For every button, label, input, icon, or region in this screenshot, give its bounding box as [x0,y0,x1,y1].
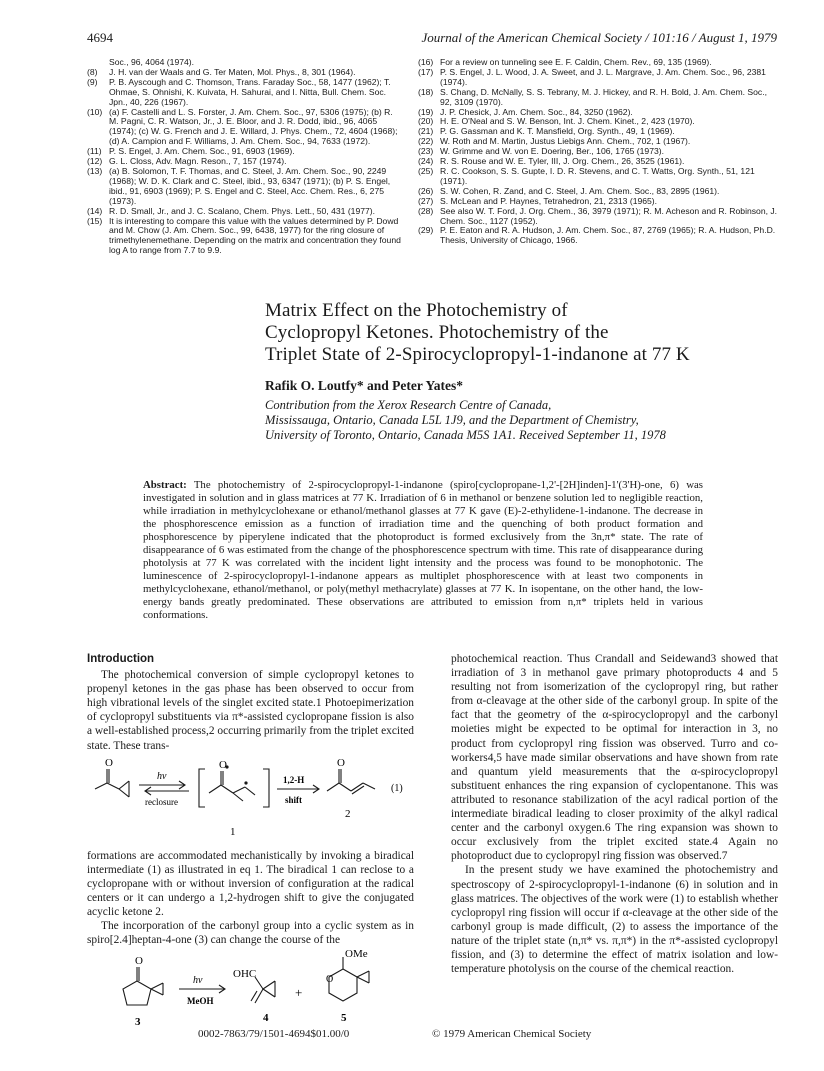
reference-text: For a review on tunneling see E. F. Caldin, Chem. Rev., 69, 135 (1969). [440,57,712,67]
reference-number: (28) [418,205,434,216]
equation-number: (1) [391,782,403,794]
title-line: Triplet State of 2-Spirocyclopropyl-1-indanone at 77 K [265,344,690,365]
reference-number: (29) [418,225,434,236]
affiliation-line: Mississauga, Ontario, Canada L5L 1J9, and the Department of Chemistry, [265,413,639,427]
article-title-block [265,300,785,443]
oxygen-label: O [326,974,334,986]
reference-text: J. H. van der Waals and G. Ter Maten, Mol. Phys., 8, 301 (1964). [109,66,356,77]
reference-number: (20) [418,116,434,127]
aldehyde-label: OHC [233,968,257,981]
reference-number: (14) [87,205,103,216]
reference-text: P. S. Engel, J. L. Wood, J. A. Sweet, and J. L. Margrave, J. Am. Chem. Soc., 96, 2381 (1974). [440,66,766,87]
reference-number: (27) [418,195,434,206]
radical-dot [244,781,247,784]
reference-text: P. B. Ayscough and C. Thomson, Trans. Faraday Soc., 58, 1477 (1962); T. Ohmae, S. Ohnishi, K. Kuivata, H. Sahurai, and I. Nitta, Bull. Chem. Soc. Jpn., 40, 226 (1967). [109,76,391,107]
reference-text: Soc., 96, 4064 (1974). [109,57,195,67]
intro-paragraph: The incorporation of the carbonyl group into a cyclic system as in spiro[2.4]heptan-4-one (3) can change the course of the [87,920,414,947]
compound-label-1: 1 [230,825,236,838]
oxygen-label: O [135,955,143,968]
reference-item [87,108,402,148]
footer-code: 0002-7863/79/1501-4694$01.00/0 [198,1028,350,1040]
reference-number: (23) [418,146,434,157]
abstract-text: The photochemistry of 2-spirocyclopropyl-1-indanone (spiro[cyclopropane-1,2'-[2H]inden]-1'(3'H)-one, 6) was investigated in solution and in glass matrices at 77 K. Irradiation of 6 in methanol or benzene solution led to negligible reaction, while irradiation in methylcyclohexane or ethanol/methanol glasses at 77 K gave (E)-2-ethylidene-1-indanone. The decrease in the phosphorescence emission as a function of irradiation time and the quenching of both product formation and phosphorescence by piperylene indicated that the photoproduct is formed exclusively from the 3n,π* state. The rate of disappearance of 6 was estimated from the change of the phosphorescence spectrum with time. This rate of disappearance during photolysis at 77 K was correlated with the incident light intensity and the process was found to be monophotonic. The luminescence of 2-spirocyclopropyl-1-indanone appears as multiplet phosphorescence with at least two components in methylcyclohexane, ethanol/methanol, or poly(methyl methacrylate) glasses at 77 K. In isopentane, on the other hand, the low-energy bands greatly predominated. These observations are attributed to emission from n,π* triplets held in various conformations. [143,479,703,621]
reference-text: (a) B. Solomon, T. F. Thomas, and C. Steel, J. Am. Chem. Soc., 90, 2249 (1968); W. D. K. Clark and C. Steel, ibid., 93, 6347 (1971); (b) P. S. Engel, ibid., 91, 6903 (1969); P. S. Engel and C. Steel, Acc. Chem. Res., 6, 275 (1973). [109,165,391,206]
reference-text: P. S. Engel, J. Am. Chem. Soc., 91, 6903 (1969). [109,146,295,157]
reference-text: (a) F. Castelli and L. S. Forster, J. Am. Chem. Soc., 97, 5306 (1975); (b) R. M. Pagni, C. R. Watson, Jr., J. E. Bloor, and J. R. Dodd, ibid., 96, 4065 (1974); (c) W. G. French and J. E. Willard, J. Phys. Chem., 72, 4604 (1968); (d) A. Campion and F. Williams, J. Am. Chem. Soc., 94, 7633 (1972). [109,106,398,147]
reference-text: W. Roth and M. Martin, Justus Liebigs Ann. Chem., 702, 1 (1967). [440,136,691,147]
compound-label-5: 5 [341,1012,347,1025]
affiliation-line: Contribution from the Xerox Research Centre of Canada, [265,398,552,412]
intro-paragraph: formations are accommodated mechanistically by invoking a biradical intermediate (1) as illustrated in eq 1. The biradical 1 can reclose to a cyclopropane with or without inversion of configuration at the radical centers or it can undergo a 1,2-hydrogen shift to give the conjugated acyclic ketone 2. [87,849,414,919]
reference-number: (18) [418,86,434,97]
hv-label: hν [193,975,203,987]
shift-label-bottom: shift [285,794,303,805]
reference-text: R. D. Small, Jr., and J. C. Scalano, Chem. Phys. Lett., 50, 431 (1977). [109,205,376,216]
authors: Rafik O. Loutfy* and Peter Yates* [265,378,463,393]
scheme-crandall [87,947,414,1033]
reference-text: P. G. Gassman and K. T. Mansfield, Org. Synth., 49, 1 (1969). [440,126,675,137]
reference-item [87,78,402,108]
reference-item [418,68,778,88]
reference-number: (15) [87,215,103,226]
page-number: 4694 [87,30,113,45]
reference-number: (16) [418,57,434,67]
reference-text: G. L. Closs, Adv. Magn. Reson., 7, 157 (1974). [109,156,287,167]
title-line: Cyclopropyl Ketones. Photochemistry of the [265,322,609,343]
reference-number: (19) [418,106,434,117]
reference-number: (11) [87,146,102,157]
abstract [143,479,703,622]
reference-number: (22) [418,136,434,147]
reference-text: It is interesting to compare this value with the values determined by P. Dowd and M. Chow (J. Am. Chem. Soc., 99, 6438, 1977) for the ring closure of trimethylenemethane. Depending on the matrix and concentration they found log A to range from 7.7 to 9.9. [109,215,401,256]
reference-text: S. W. Cohen, R. Zand, and C. Steel, J. Am. Chem. Soc., 83, 2895 (1961). [440,185,720,196]
compound-label-3: 3 [135,1016,141,1029]
oxygen-label: O [219,758,227,771]
affiliation [265,398,785,443]
reference-number: (12) [87,156,103,167]
title-line: Matrix Effect on the Photochemistry of [265,300,568,321]
body-left-column [87,652,414,1034]
compound-label-4: 4 [263,1012,269,1025]
reference-number: (8) [87,66,98,77]
shift-label-top: 1,2-H [283,774,305,785]
reference-text: P. E. Eaton and R. A. Hudson, J. Am. Chem. Soc., 87, 2769 (1965); R. A. Hudson, Ph.D. Thesis, University of Chicago, 1966. [440,225,776,246]
reference-number: (21) [418,126,434,137]
solvent-label: MeOH [187,996,214,1007]
reference-item [418,88,778,108]
reference-number: (17) [418,66,434,77]
reference-text: See also W. T. Ford, J. Org. Chem., 36, 3979 (1971); R. M. Acheson and R. Robinson, J. Chem. Soc., 1127 (1952). [440,205,778,226]
reference-number: (9) [87,76,98,87]
hv-label: hν [157,770,167,782]
reference-number: (25) [418,165,434,176]
reference-number: (26) [418,185,434,196]
oxygen-label: O [337,756,345,769]
intro-paragraph: photochemical reaction. Thus Crandall and Seidewand3 showed that irradiation of 3 in methanol gave primary photoproducts 4 and 5 resulting not from isomerization of the cyclopropyl ring, but rather from α-cleavage at the other side of the carbonyl group. In spite of the fact that the geometry of the α-spirocyclopropyl and the carbonyl moieties might be expected to be optimal for interaction in 3, no product from cyclopropyl ring fission was observed. Turro and co-workers4,5 have made similar observations and have shown from rate and quantum yield measurements that the α-spirocyclopropyl substituent enhances the ring expansion of cyclopentanone. This was attributed to resonance stabilization of the acyl radical portion of the intermediate biradical leading to closer proximity of the alkyl radical center and the carbonyl oxygen.6 The ring expansion was shown to occur exclusively from the triplet excited state.4 Again no photoproduct due to cyclopropyl ring fission was observed.7 [451,653,778,863]
scheme-2-diagram [87,947,414,1029]
footer-copyright: © 1979 American Chemical Society [432,1028,592,1040]
journal-citation: Journal of the American Chemical Society / 101:16 / August 1, 1979 [421,30,777,45]
methoxy-label: OMe [345,948,368,961]
reference-number: (10) [87,106,103,117]
intro-paragraph: The photochemical conversion of simple cyclopropyl ketones to propenyl ketones in the gas phase has been observed to occur from high vibrational levels of the singlet excited state.1 Photoepimerization of cyclopropyl substituents via π*-assisted cyclopropane fission is also a well-established process,2 occurring primarily from the triplet excited state. These trans- [87,669,414,752]
reference-item [87,167,402,207]
references-right-column [418,58,778,246]
oxygen-label: O [105,756,113,769]
equation-1-diagram [87,753,414,845]
reference-text: J. P. Chesick, J. Am. Chem. Soc., 84, 3250 (1962). [440,106,633,117]
plus-sign: + [295,985,303,1001]
page-header [87,30,777,48]
reference-text: W. Grimme and W. von E. Doering, Ber., 106, 1765 (1973). [440,146,665,157]
references-left-column [87,58,402,256]
reference-number: (24) [418,156,434,167]
reference-text: S. McLean and P. Haynes, Tetrahedron, 21, 2313 (1965). [440,195,658,206]
affiliation-line: University of Toronto, Ontario, Canada M5S 1A1. Received September 11, 1978 [265,428,666,442]
intro-paragraph: In the present study we have examined the photochemistry and spectroscopy of 2-spirocyclopropyl-1-indanone (6) in solution and in glass matrices. The objectives of the work were (1) to establish whether cyclopropyl ring fission will occur if α-cleavage at the other side of the carbonyl group is made difficult, (2) to assess the importance of the nature of the triplet state (n,π* vs. π,π*) in the π*-assisted cyclopropyl fission, and (3) to determine the effect of matrix isolation and low-temperature photolysis on the course of the chemical reaction. [451,864,778,976]
reference-item [418,207,778,227]
reference-text: S. Chang, D. McNally, S. S. Tebrany, M. J. Hickey, and R. H. Bold, J. Am. Chem. Soc., 92, 3109 (1970). [440,86,767,107]
reference-item [418,167,778,187]
reference-number: (13) [87,165,103,176]
abstract-label: Abstract: [143,479,187,491]
reference-item [87,207,402,217]
reference-item [87,217,402,257]
reference-text: R. S. Rouse and W. E. Tyler, III, J. Org. Chem., 26, 3525 (1961). [440,156,685,167]
scheme-equation-1 [87,753,414,849]
reference-text: R. C. Cookson, S. S. Gupte, I. D. R. Stevens, and C. T. Watts, Org. Synth., 51, 121 (1971). [440,165,755,186]
reference-item [418,226,778,246]
section-heading: Introduction [87,653,155,665]
body-right-column [451,652,778,976]
reference-text: H. E. O'Neal and S. W. Benson, Int. J. Chem. Kinet., 2, 423 (1970). [440,116,695,127]
compound-label-2: 2 [345,807,351,820]
reclosure-label: reclosure [145,796,178,807]
